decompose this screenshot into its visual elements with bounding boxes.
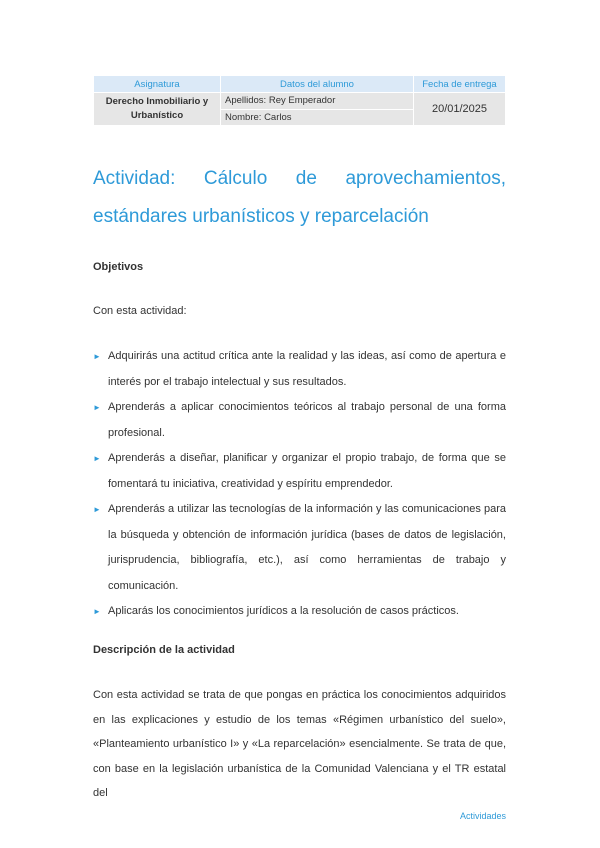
student-surname: Apellidos: Rey Emperador bbox=[221, 93, 414, 110]
subject-cell: Derecho Inmobiliario y Urbanístico bbox=[94, 93, 221, 126]
footer-label: Actividades bbox=[459, 811, 506, 821]
student-name: Nombre: Carlos bbox=[221, 109, 414, 126]
title-word: de bbox=[295, 168, 317, 189]
list-item-text: Aprenderás a diseñar, planificar y organizar el propio trabajo, de forma que se fomentará tu iniciativa, creatividad y espíritu emprendedor. bbox=[108, 452, 506, 490]
header-col-date: Fecha de entrega bbox=[414, 76, 506, 93]
list-item bbox=[93, 344, 506, 395]
objetivos-heading: Objetivos bbox=[93, 261, 144, 273]
descripcion-text: Con esta actividad se trata de que pongas en práctica los conocimientos adquiridos en las explicaciones y estudio de los temas «Régimen urbanístico del suelo», «Planteamiento urbanístico I» y «La reparcelación» esencialmente. Se trata de que, con base en la legislación urbanística de la Comunidad Valenciana y el TR estatal del bbox=[93, 689, 506, 799]
list-item bbox=[93, 395, 506, 446]
title-line-2: estándares urbanísticos y reparcelación bbox=[93, 206, 429, 227]
descripcion-heading: Descripción de la actividad bbox=[93, 644, 235, 656]
page-title bbox=[93, 160, 506, 236]
objetivos-list bbox=[93, 344, 506, 625]
header-col-subject: Asignatura bbox=[94, 76, 221, 93]
list-item-text: Aprenderás a utilizar las tecnologías de la información y las comunicaciones para la búsqueda y obtención de información jurídica (bases de datos de legislación, jurisprudencia, bibliografía, etc.), así como herramientas de trabajo y comunicación. bbox=[108, 503, 506, 592]
title-word: Actividad: bbox=[93, 168, 176, 189]
objetivos-intro: Con esta actividad: bbox=[93, 305, 187, 317]
list-item-text: Aprenderás a aplicar conocimientos teóricos al trabajo personal de una forma profesional. bbox=[108, 401, 506, 439]
triangle-bullet-icon: ► bbox=[93, 352, 101, 361]
triangle-bullet-icon: ► bbox=[93, 454, 101, 463]
list-item bbox=[93, 446, 506, 497]
list-item bbox=[93, 599, 506, 625]
title-word: Cálculo bbox=[203, 168, 268, 189]
list-item-text: Adquirirás una actitud crítica ante la realidad y las ideas, así como de apertura e interés por el trabajo intelectual y sus resultados. bbox=[108, 350, 506, 388]
list-item bbox=[93, 497, 506, 599]
header-col-student: Datos del alumno bbox=[221, 76, 414, 93]
list-item-text: Aplicarás los conocimientos jurídicos a la resolución de casos prácticos. bbox=[108, 605, 459, 617]
title-word: aprovechamientos, bbox=[345, 168, 506, 189]
delivery-date: 20/01/2025 bbox=[414, 93, 506, 126]
triangle-bullet-icon: ► bbox=[93, 607, 101, 616]
triangle-bullet-icon: ► bbox=[93, 403, 101, 412]
header-table bbox=[93, 75, 506, 126]
triangle-bullet-icon: ► bbox=[93, 505, 101, 514]
